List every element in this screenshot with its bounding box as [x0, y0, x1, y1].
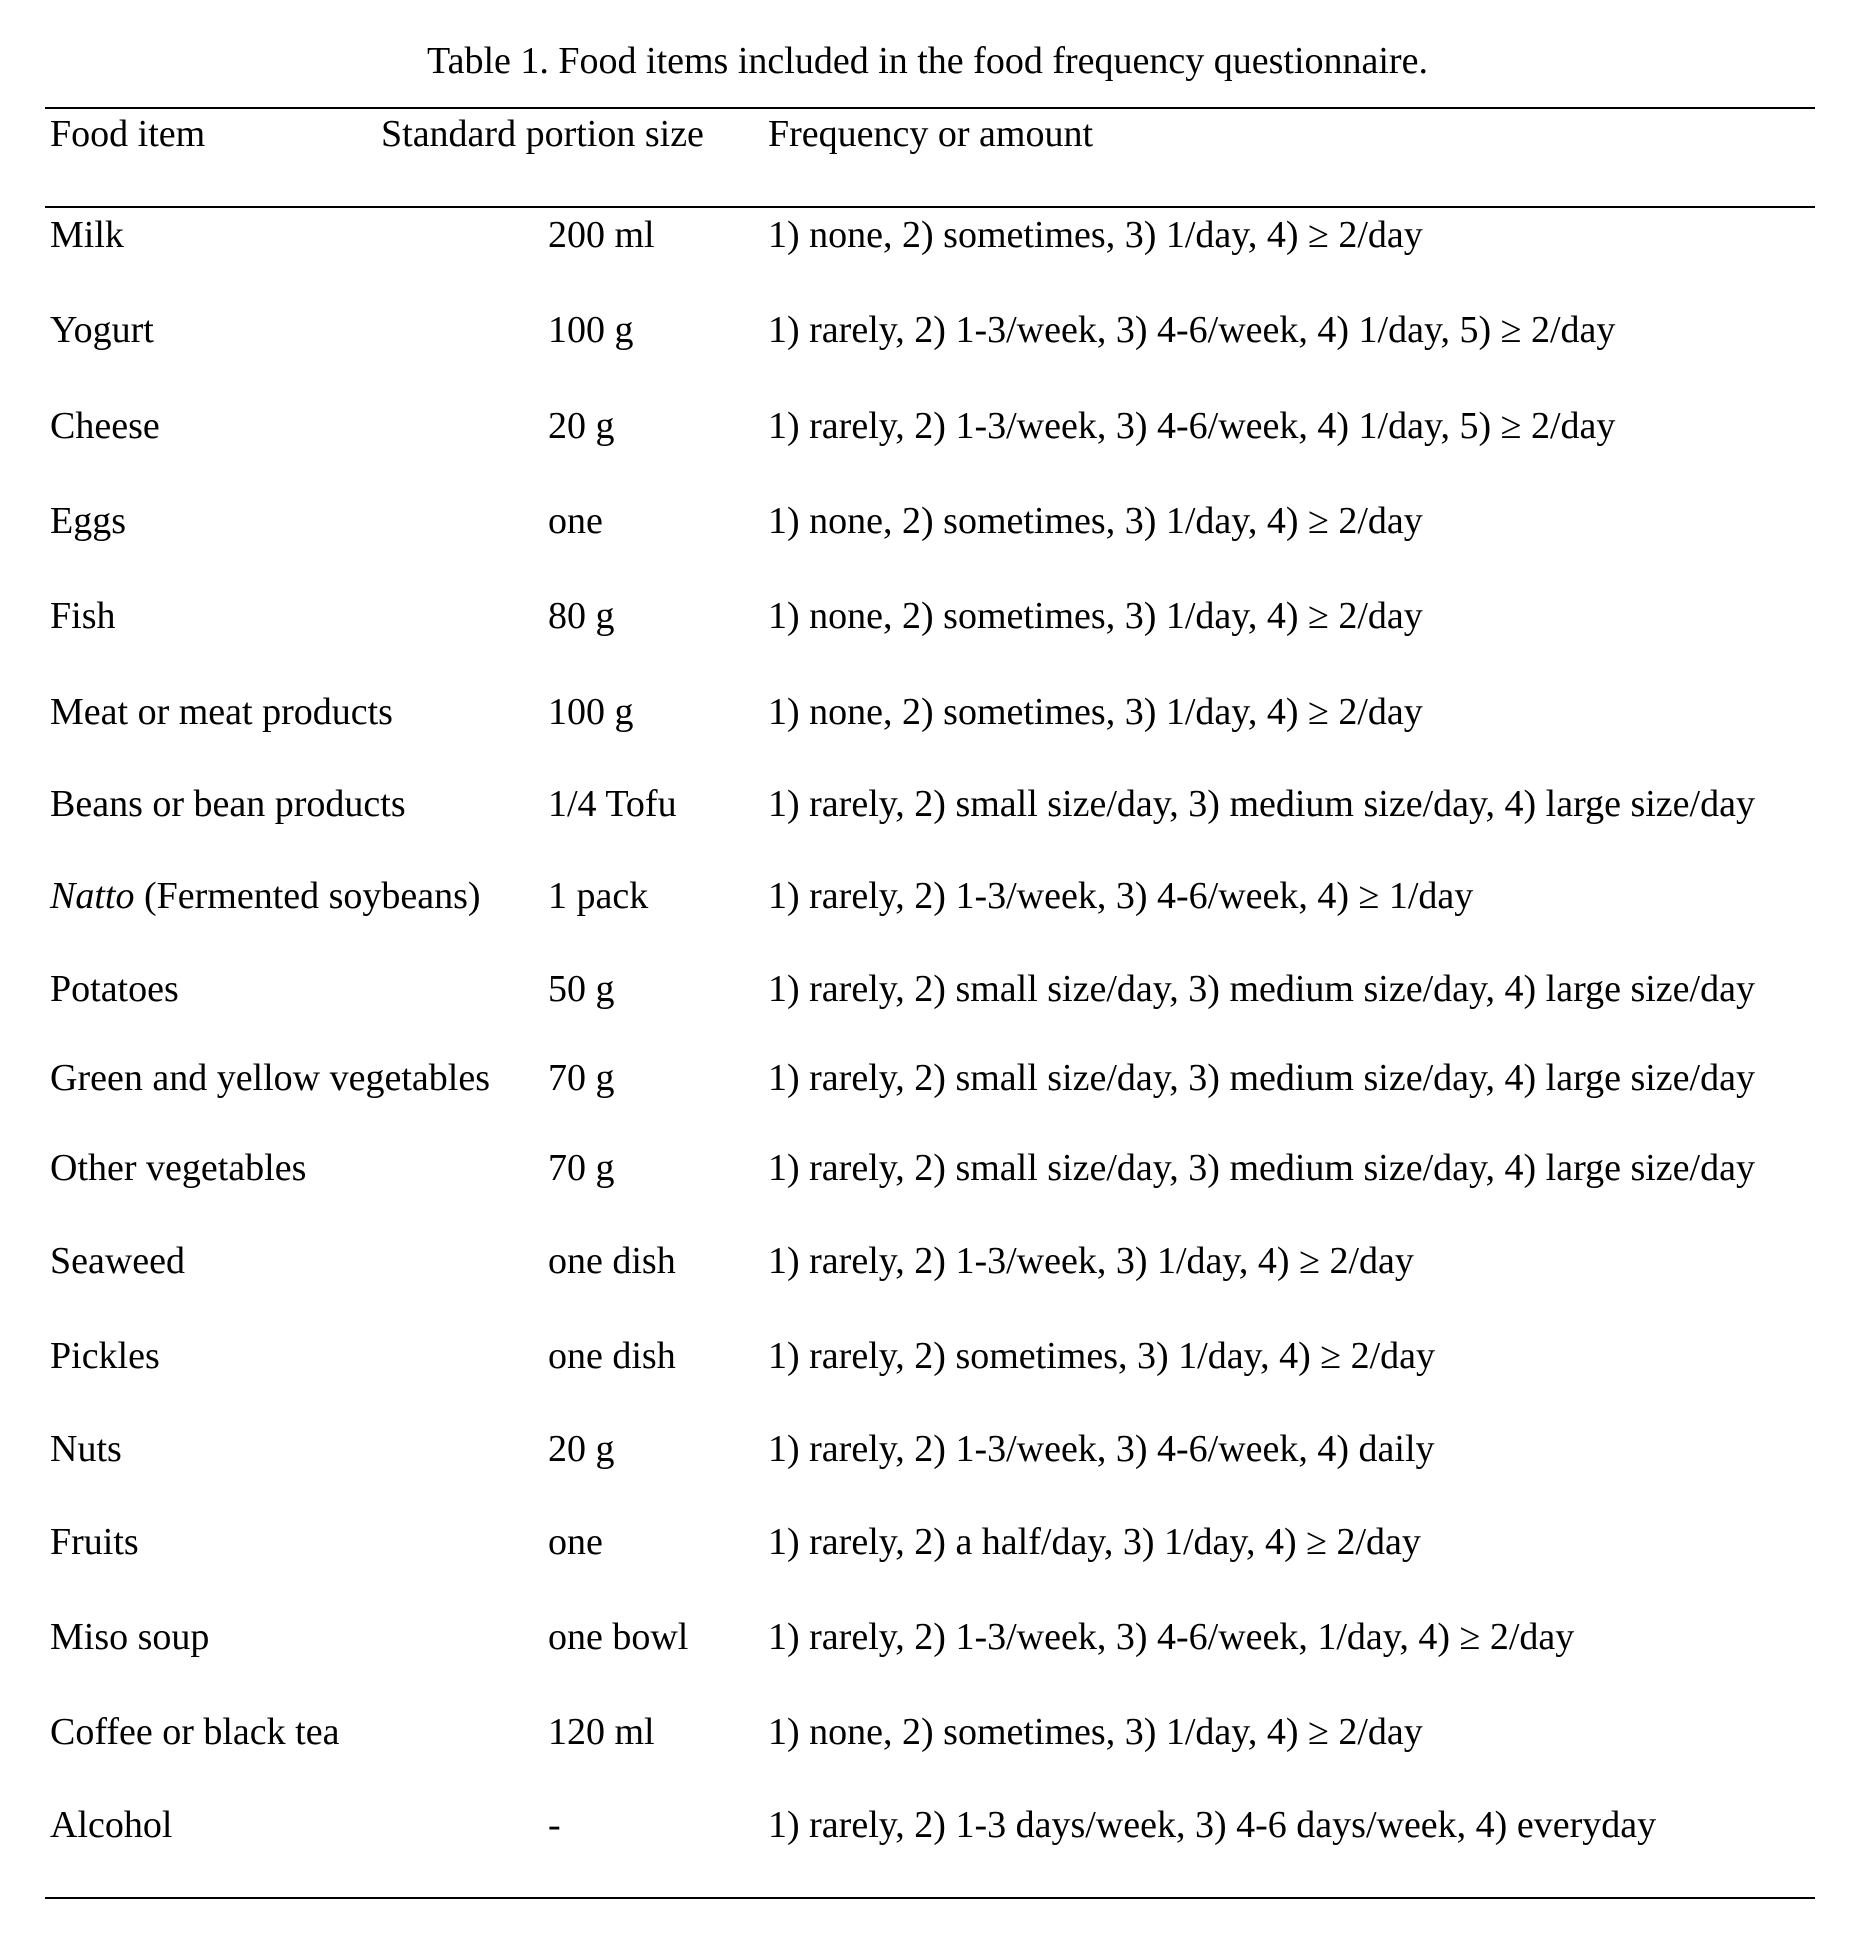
frequency-cell: 1) none, 2) sometimes, 3) 1/day, 4) ≥ 2/day [768, 1711, 1423, 1753]
table-row [0, 495, 1855, 547]
food-item-cell: Seaweed [50, 1240, 186, 1282]
portion-cell: 80 g [548, 595, 615, 637]
food-item-cell [50, 870, 481, 922]
food-item-cell: Cheese [50, 405, 160, 447]
header-food-item: Food item [50, 113, 206, 155]
food-item-cell: Miso soup [50, 1616, 210, 1658]
frequency-cell: 1) rarely, 2) 1-3/week, 3) 4-6/week, 1/day, 4) ≥ 2/day [768, 1616, 1575, 1658]
portion-cell: 100 g [548, 691, 634, 733]
food-item-cell: Coffee or black tea [50, 1711, 340, 1753]
portion-cell: one dish [548, 1335, 676, 1377]
frequency-cell: 1) none, 2) sometimes, 3) 1/day, 4) ≥ 2/day [768, 500, 1423, 542]
table-row [0, 1516, 1855, 1568]
header-portion-size: Standard portion size [381, 113, 704, 155]
portion-cell: 20 g [548, 405, 615, 447]
frequency-cell: 1) rarely, 2) small size/day, 3) medium size/day, 4) large size/day [768, 783, 1755, 825]
table-row [0, 304, 1855, 356]
food-item-cell: Fruits [50, 1521, 139, 1563]
food-item-cell: Pickles [50, 1335, 160, 1377]
table-row [0, 1799, 1855, 1851]
food-item-cell: Milk [50, 214, 124, 256]
food-item-cell: Beans or bean products [50, 783, 406, 825]
portion-cell: 50 g [548, 968, 615, 1010]
portion-cell: 20 g [548, 1428, 615, 1470]
food-item-cell: Other vegetables [50, 1147, 307, 1189]
portion-cell: 100 g [548, 309, 634, 351]
frequency-cell: 1) none, 2) sometimes, 3) 1/day, 4) ≥ 2/day [768, 691, 1423, 733]
portion-cell: one [548, 500, 603, 542]
food-item-cell: Alcohol [50, 1804, 173, 1846]
frequency-cell: 1) rarely, 2) 1-3/week, 3) 4-6/week, 4) 1/day, 5) ≥ 2/day [768, 405, 1616, 447]
frequency-cell: 1) rarely, 2) sometimes, 3) 1/day, 4) ≥ 2/day [768, 1335, 1436, 1377]
table-row [0, 1611, 1855, 1663]
food-item-cell: Eggs [50, 500, 126, 542]
portion-cell: 70 g [548, 1147, 615, 1189]
frequency-cell: 1) rarely, 2) 1-3/week, 3) 4-6/week, 4) ≥ 1/day [768, 875, 1474, 917]
food-item-cell: Meat or meat products [50, 691, 393, 733]
frequency-cell: 1) rarely, 2) small size/day, 3) medium size/day, 4) large size/day [768, 1057, 1755, 1099]
portion-cell: - [548, 1804, 561, 1846]
portion-cell: 200 ml [548, 214, 655, 256]
table-row [0, 1235, 1855, 1287]
portion-cell: one [548, 1521, 603, 1563]
bottom-rule [45, 1897, 1815, 1899]
table-row [0, 1330, 1855, 1382]
frequency-cell: 1) none, 2) sometimes, 3) 1/day, 4) ≥ 2/day [768, 595, 1423, 637]
food-item-cell: Yogurt [50, 309, 154, 351]
portion-cell: one bowl [548, 1616, 689, 1658]
frequency-cell: 1) rarely, 2) 1-3/week, 3) 4-6/week, 4) 1/day, 5) ≥ 2/day [768, 309, 1616, 351]
header-rule [45, 206, 1815, 208]
frequency-cell: 1) rarely, 2) 1-3/week, 3) 4-6/week, 4) daily [768, 1428, 1435, 1470]
frequency-cell: 1) rarely, 2) small size/day, 3) medium size/day, 4) large size/day [768, 968, 1755, 1010]
frequency-cell: 1) rarely, 2) a half/day, 3) 1/day, 4) ≥ 2/day [768, 1521, 1421, 1563]
frequency-cell: 1) rarely, 2) 1-3 days/week, 3) 4-6 days/week, 4) everyday [768, 1804, 1657, 1846]
food-item-cell: Green and yellow vegetables [50, 1057, 490, 1099]
frequency-cell: 1) rarely, 2) 1-3/week, 3) 1/day, 4) ≥ 2/day [768, 1240, 1414, 1282]
table-row [0, 1706, 1855, 1758]
portion-cell: one dish [548, 1240, 676, 1282]
table-row [0, 1423, 1855, 1475]
portion-cell: 120 ml [548, 1711, 655, 1753]
portion-cell: 1 pack [548, 875, 649, 917]
food-item-italic: Natto [50, 875, 135, 917]
table-row [0, 590, 1855, 642]
food-item-cell: Nuts [50, 1428, 122, 1470]
table-row [0, 209, 1855, 261]
food-item-cell: Potatoes [50, 968, 179, 1010]
portion-cell: 1/4 Tofu [548, 783, 677, 825]
table-row [0, 686, 1855, 738]
header-frequency: Frequency or amount [768, 113, 1094, 155]
table-caption: Table 1. Food items included in the food frequency questionnaire. [427, 40, 1428, 82]
frequency-cell: 1) rarely, 2) small size/day, 3) medium size/day, 4) large size/day [768, 1147, 1755, 1189]
table-row [0, 400, 1855, 452]
food-item-cell: Fish [50, 595, 116, 637]
table-row [0, 1142, 1855, 1194]
table-row [0, 1052, 1855, 1104]
food-item-rest: (Fermented soybeans) [134, 875, 481, 917]
table-row [0, 963, 1855, 1015]
portion-cell: 70 g [548, 1057, 615, 1099]
table-row [0, 778, 1855, 830]
table-header-row [0, 108, 1855, 160]
frequency-cell: 1) none, 2) sometimes, 3) 1/day, 4) ≥ 2/day [768, 214, 1423, 256]
table-row [0, 870, 1855, 922]
